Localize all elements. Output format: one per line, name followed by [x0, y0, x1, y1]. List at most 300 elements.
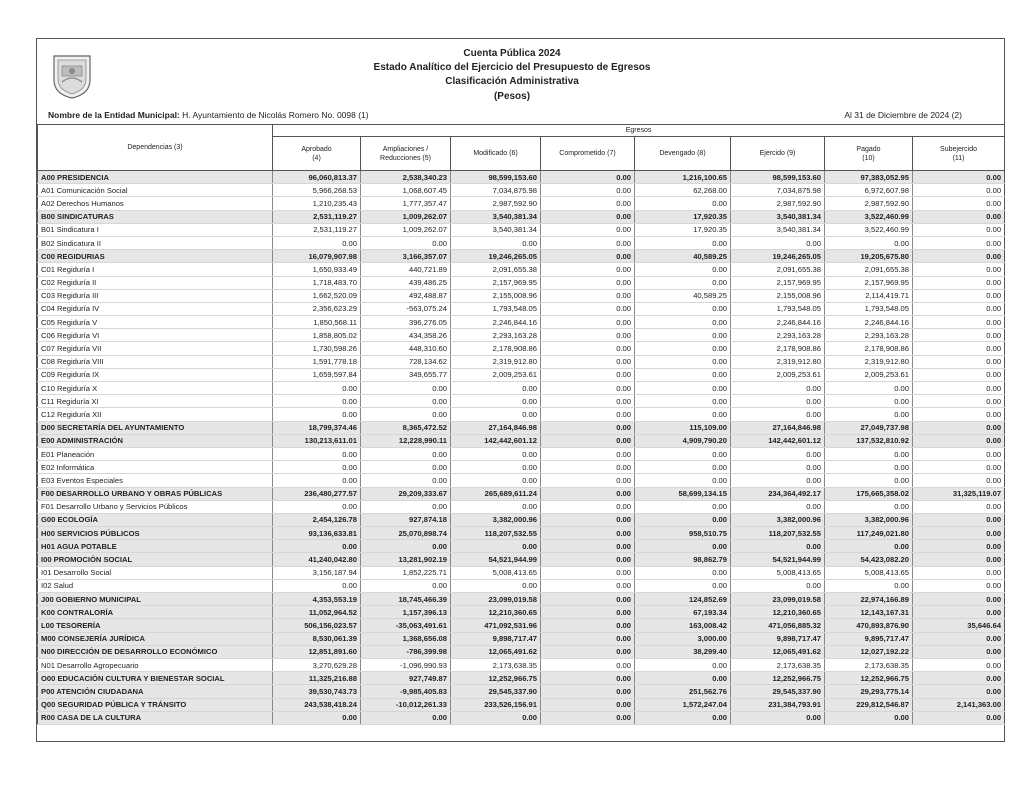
dependencia-name: C07 Regiduría VII [38, 342, 273, 355]
amount-cell: 58,699,134.15 [635, 487, 731, 500]
amount-cell: 0.00 [731, 382, 825, 395]
amount-cell: 23,099,019.58 [451, 593, 541, 606]
amount-cell: 0.00 [361, 711, 451, 724]
amount-cell: 1,009,262.07 [361, 210, 451, 223]
amount-cell: 0.00 [913, 579, 1005, 592]
report-title: Cuenta Pública 2024 [463, 48, 561, 59]
dependencia-name: E01 Planeación [38, 447, 273, 460]
amount-cell: 0.00 [913, 236, 1005, 249]
amount-cell: 0.00 [451, 382, 541, 395]
amount-cell: 0.00 [361, 579, 451, 592]
amount-cell: 27,049,737.98 [825, 421, 913, 434]
table-row [38, 382, 1005, 395]
amount-cell: 0.00 [913, 513, 1005, 526]
dependencia-name: E00 ADMINISTRACIÓN [38, 434, 273, 447]
column-header-sub: (11) [952, 154, 965, 162]
group-header-egresos: Egresos [273, 125, 1005, 137]
column-header [913, 137, 1005, 171]
amount-cell: 1,572,247.04 [635, 698, 731, 711]
amount-cell: 2,356,623.29 [273, 302, 361, 315]
amount-cell: 17,920.35 [635, 223, 731, 236]
amount-cell: 1,858,805.02 [273, 329, 361, 342]
amount-cell: 0.00 [635, 540, 731, 553]
dependencia-name: L00 TESORERÍA [38, 619, 273, 632]
amount-cell: 1,210,235.43 [273, 197, 361, 210]
amount-cell: 0.00 [825, 474, 913, 487]
column-header [825, 137, 913, 171]
amount-cell: 0.00 [635, 658, 731, 671]
dependencia-name: C04 Regiduría IV [38, 302, 273, 315]
report-subtitle: Estado Analítico del Ejercicio del Presupuesto de Egresos [373, 62, 651, 73]
amount-cell: 492,488.87 [361, 289, 451, 302]
amount-cell: 54,423,082.20 [825, 553, 913, 566]
dependencia-name: C11 Regiduría XI [38, 395, 273, 408]
table-row [38, 593, 1005, 606]
dependencia-name: A00 PRESIDENCIA [38, 171, 273, 184]
amount-cell: 130,213,611.01 [273, 434, 361, 447]
table-row [38, 566, 1005, 579]
amount-cell: 2,155,008.96 [451, 289, 541, 302]
amount-cell: 434,358.26 [361, 329, 451, 342]
amount-cell: 0.00 [635, 672, 731, 685]
table-row [38, 342, 1005, 355]
amount-cell: 0.00 [541, 368, 635, 381]
amount-cell: -35,063,491.61 [361, 619, 451, 632]
amount-cell: 0.00 [635, 197, 731, 210]
dependencia-name: N01 Desarrollo Agropecuario [38, 658, 273, 671]
amount-cell: 1,793,548.05 [731, 302, 825, 315]
table-row [38, 355, 1005, 368]
amount-cell: 2,173,638.35 [825, 658, 913, 671]
dependencia-name: J00 GOBIERNO MUNICIPAL [38, 593, 273, 606]
dependencia-name: F01 Desarrollo Urbano y Servicios Públicos [38, 500, 273, 513]
amount-cell: 2,293,163.28 [825, 329, 913, 342]
amount-cell: 0.00 [273, 408, 361, 421]
amount-cell: 3,540,381.34 [731, 210, 825, 223]
amount-cell: 0.00 [361, 382, 451, 395]
amount-cell: 0.00 [913, 645, 1005, 658]
amount-cell: 0.00 [913, 210, 1005, 223]
amount-cell: 0.00 [541, 276, 635, 289]
amount-cell: 0.00 [731, 236, 825, 249]
dependencia-name: Q00 SEGURIDAD PÚBLICA Y TRÁNSITO [38, 698, 273, 711]
amount-cell: 0.00 [913, 342, 1005, 355]
amount-cell: 251,562.76 [635, 685, 731, 698]
amount-cell: 0.00 [913, 632, 1005, 645]
amount-cell: 0.00 [541, 711, 635, 724]
amount-cell: 0.00 [913, 566, 1005, 579]
amount-cell: 1,368,656.08 [361, 632, 451, 645]
amount-cell: 124,852.69 [635, 593, 731, 606]
column-header-label: Aprobado [301, 145, 332, 153]
amount-cell: 0.00 [635, 474, 731, 487]
amount-cell: 0.00 [913, 408, 1005, 421]
amount-cell: 97,383,052.95 [825, 171, 913, 184]
column-header [451, 137, 541, 171]
entity-label: Nombre de la Entidad Municipal: [48, 110, 180, 120]
table-row [38, 316, 1005, 329]
amount-cell: 12,252,966.75 [451, 672, 541, 685]
amount-cell: 506,156,023.57 [273, 619, 361, 632]
amount-cell: 12,228,990.11 [361, 434, 451, 447]
amount-cell: 3,270,629.28 [273, 658, 361, 671]
amount-cell: 0.00 [635, 461, 731, 474]
amount-cell: 3,540,381.34 [451, 210, 541, 223]
amount-cell: 0.00 [541, 527, 635, 540]
entity-name: H. Ayuntamiento de Nicolás Romero No. 0098 (1) [182, 110, 369, 120]
amount-cell: 2,246,844.16 [825, 316, 913, 329]
amount-cell: 0.00 [541, 236, 635, 249]
amount-cell: 0.00 [541, 302, 635, 315]
amount-cell: 1,662,520.09 [273, 289, 361, 302]
amount-cell: 0.00 [541, 408, 635, 421]
amount-cell: 40,589.25 [635, 250, 731, 263]
dependencia-name: K00 CONTRALORÍA [38, 606, 273, 619]
amount-cell: 0.00 [541, 500, 635, 513]
amount-cell: 54,521,944.99 [731, 553, 825, 566]
amount-cell: 12,851,891.60 [273, 645, 361, 658]
amount-cell: 115,109.00 [635, 421, 731, 434]
table-row [38, 263, 1005, 276]
dependencia-name: R00 CASA DE LA CULTURA [38, 711, 273, 724]
amount-cell: 0.00 [635, 579, 731, 592]
amount-cell: 27,164,846.98 [451, 421, 541, 434]
amount-cell: 2,987,592.90 [451, 197, 541, 210]
amount-cell: 1,850,568.11 [273, 316, 361, 329]
amount-cell: 142,442,601.12 [451, 434, 541, 447]
dependencia-name: C06 Regiduría VI [38, 329, 273, 342]
amount-cell: 0.00 [451, 447, 541, 460]
amount-cell: 0.00 [451, 579, 541, 592]
amount-cell: 0.00 [635, 447, 731, 460]
amount-cell: 2,157,969.95 [825, 276, 913, 289]
amount-cell: 2,155,008.96 [731, 289, 825, 302]
amount-cell: 0.00 [913, 553, 1005, 566]
amount-cell: 0.00 [913, 672, 1005, 685]
amount-cell: 0.00 [451, 540, 541, 553]
table-row [38, 171, 1005, 184]
amount-cell: 0.00 [825, 711, 913, 724]
amount-cell: 0.00 [361, 408, 451, 421]
amount-cell: 12,210,360.65 [451, 606, 541, 619]
amount-cell: 0.00 [541, 474, 635, 487]
amount-cell: 2,091,655.38 [825, 263, 913, 276]
amount-cell: 0.00 [361, 236, 451, 249]
amount-cell: 93,136,633.81 [273, 527, 361, 540]
dependencia-name: C00 REGIDURIAS [38, 250, 273, 263]
amount-cell: -10,012,261.33 [361, 698, 451, 711]
amount-cell: 0.00 [273, 500, 361, 513]
dependencia-name: B02 Sindicatura II [38, 236, 273, 249]
amount-cell: 1,777,357.47 [361, 197, 451, 210]
amount-cell: 440,721.89 [361, 263, 451, 276]
table-row [38, 276, 1005, 289]
amount-cell: 54,521,944.99 [451, 553, 541, 566]
amount-cell: 29,545,337.90 [451, 685, 541, 698]
table-row [38, 197, 1005, 210]
amount-cell: 0.00 [731, 540, 825, 553]
amount-cell: 234,364,492.17 [731, 487, 825, 500]
amount-cell: 0.00 [635, 316, 731, 329]
amount-cell: 3,382,000.96 [825, 513, 913, 526]
amount-cell: 6,972,607.98 [825, 184, 913, 197]
amount-cell: 2,454,126.78 [273, 513, 361, 526]
amount-cell: 0.00 [541, 316, 635, 329]
amount-cell: 17,920.35 [635, 210, 731, 223]
amount-cell: 23,099,019.58 [731, 593, 825, 606]
amount-cell: 0.00 [913, 355, 1005, 368]
amount-cell: 67,193.34 [635, 606, 731, 619]
amount-cell: 0.00 [541, 289, 635, 302]
amount-cell: 9,898,717.47 [731, 632, 825, 645]
amount-cell: 2,319,912.80 [731, 355, 825, 368]
amount-cell: 2,178,908.86 [825, 342, 913, 355]
amount-cell: 0.00 [635, 355, 731, 368]
amount-cell: 0.00 [541, 619, 635, 632]
amount-cell: 0.00 [451, 474, 541, 487]
table-row [38, 434, 1005, 447]
amount-cell: 163,008.42 [635, 619, 731, 632]
amount-cell: 2,987,592.90 [731, 197, 825, 210]
amount-cell: 118,207,532.55 [451, 527, 541, 540]
amount-cell: 0.00 [635, 566, 731, 579]
dependencia-name: A02 Derechos Humanos [38, 197, 273, 210]
amount-cell: 0.00 [273, 711, 361, 724]
amount-cell: 41,240,042.80 [273, 553, 361, 566]
dependencia-name: M00 CONSEJERÍA JURÍDICA [38, 632, 273, 645]
amount-cell: 0.00 [913, 447, 1005, 460]
amount-cell: 0.00 [913, 171, 1005, 184]
amount-cell: 8,530,061.39 [273, 632, 361, 645]
amount-cell: 2,009,253.61 [731, 368, 825, 381]
amount-cell: 3,382,000.96 [731, 513, 825, 526]
table-row [38, 658, 1005, 671]
amount-cell: 958,510.75 [635, 527, 731, 540]
amount-cell: 0.00 [541, 447, 635, 460]
amount-cell: 9,898,717.47 [451, 632, 541, 645]
amount-cell: 12,252,966.75 [731, 672, 825, 685]
amount-cell: 175,665,358.02 [825, 487, 913, 500]
table-row [38, 698, 1005, 711]
amount-cell: 12,027,192.22 [825, 645, 913, 658]
amount-cell: 0.00 [913, 276, 1005, 289]
amount-cell: 0.00 [913, 197, 1005, 210]
table-row [38, 632, 1005, 645]
entity-line [48, 110, 369, 120]
amount-cell: 0.00 [451, 461, 541, 474]
amount-cell: 7,034,875.98 [731, 184, 825, 197]
amount-cell: 0.00 [635, 302, 731, 315]
amount-cell: 39,530,743.73 [273, 685, 361, 698]
amount-cell: 2,141,363.00 [913, 698, 1005, 711]
amount-cell: 25,070,898.74 [361, 527, 451, 540]
dependencia-name: A01 Comunicación Social [38, 184, 273, 197]
amount-cell: 12,065,491.62 [731, 645, 825, 658]
amount-cell: 0.00 [541, 329, 635, 342]
table-row [38, 289, 1005, 302]
amount-cell: 0.00 [825, 236, 913, 249]
col-dependencias: Dependencias (3) [38, 125, 273, 171]
amount-cell: 2,173,638.35 [451, 658, 541, 671]
amount-cell: 0.00 [361, 395, 451, 408]
amount-cell: 0.00 [541, 540, 635, 553]
amount-cell: 4,353,553.19 [273, 593, 361, 606]
amount-cell: 0.00 [541, 171, 635, 184]
amount-cell: 5,008,413.65 [825, 566, 913, 579]
table-row [38, 540, 1005, 553]
amount-cell: 3,382,000.96 [451, 513, 541, 526]
amount-cell: 11,052,964.52 [273, 606, 361, 619]
amount-cell: 2,009,253.61 [825, 368, 913, 381]
amount-cell: 19,246,265.05 [451, 250, 541, 263]
column-header-label: Ampliaciones / [382, 145, 429, 153]
amount-cell: 98,599,153.60 [451, 171, 541, 184]
report-units: (Pesos) [493, 91, 531, 102]
amount-cell: 2,157,969.95 [731, 276, 825, 289]
amount-cell: 3,540,381.34 [451, 223, 541, 236]
amount-cell: 9,895,717.47 [825, 632, 913, 645]
dependencia-name: N00 DIRECCIÓN DE DESARROLLO ECONÓMICO [38, 645, 273, 658]
amount-cell: 0.00 [731, 500, 825, 513]
amount-cell: 1,068,607.45 [361, 184, 451, 197]
amount-cell: 396,276.05 [361, 316, 451, 329]
amount-cell: 0.00 [635, 276, 731, 289]
amount-cell: 0.00 [731, 408, 825, 421]
amount-cell: 0.00 [913, 395, 1005, 408]
amount-cell: 19,246,265.05 [731, 250, 825, 263]
table-row [38, 250, 1005, 263]
dependencia-name: I01 Desarrollo Social [38, 566, 273, 579]
table-row [38, 645, 1005, 658]
dependencia-name: H00 SERVICIOS PÚBLICOS [38, 527, 273, 540]
amount-cell: 1,730,598.26 [273, 342, 361, 355]
amount-cell: 0.00 [635, 368, 731, 381]
table-row [38, 408, 1005, 421]
as-of-date: Al 31 de Diciembre de 2024 (2) [844, 110, 962, 120]
amount-cell: 0.00 [825, 500, 913, 513]
amount-cell: 19,205,675.80 [825, 250, 913, 263]
amount-cell: 0.00 [541, 579, 635, 592]
amount-cell: 2,319,912.80 [825, 355, 913, 368]
amount-cell: 0.00 [731, 461, 825, 474]
amount-cell: 0.00 [541, 593, 635, 606]
column-header [635, 137, 731, 171]
amount-cell: 13,281,902.19 [361, 553, 451, 566]
amount-cell: 0.00 [913, 289, 1005, 302]
column-header [541, 137, 635, 171]
table-row [38, 513, 1005, 526]
amount-cell: 0.00 [825, 447, 913, 460]
amount-cell: 0.00 [451, 236, 541, 249]
amount-cell: 29,545,337.90 [731, 685, 825, 698]
amount-cell: 0.00 [635, 263, 731, 276]
dependencia-name: C01 Regiduría I [38, 263, 273, 276]
amount-cell: 3,540,381.34 [731, 223, 825, 236]
amount-cell: 0.00 [361, 461, 451, 474]
amount-cell: 29,209,333.67 [361, 487, 451, 500]
amount-cell: 448,310.60 [361, 342, 451, 355]
amount-cell: 0.00 [541, 355, 635, 368]
amount-cell: 2,293,163.28 [731, 329, 825, 342]
dependencia-name: P00 ATENCIÓN CIUDADANA [38, 685, 273, 698]
amount-cell: 0.00 [913, 316, 1005, 329]
amount-cell: 0.00 [825, 382, 913, 395]
amount-cell: 2,531,119.27 [273, 223, 361, 236]
amount-cell: 40,589.25 [635, 289, 731, 302]
amount-cell: 0.00 [541, 553, 635, 566]
dependencia-name: D00 SECRETARÍA DEL AYUNTAMIENTO [38, 421, 273, 434]
amount-cell: 3,522,460.99 [825, 210, 913, 223]
amount-cell: 22,974,166.89 [825, 593, 913, 606]
dependencia-name: F00 DESARROLLO URBANO Y OBRAS PÚBLICAS [38, 487, 273, 500]
amount-cell: 0.00 [635, 395, 731, 408]
amount-cell: 0.00 [913, 711, 1005, 724]
column-header-label: Comprometido (7) [559, 150, 616, 157]
amount-cell: 243,538,418.24 [273, 698, 361, 711]
amount-cell: 0.00 [541, 434, 635, 447]
amount-cell: 1,793,548.05 [451, 302, 541, 315]
amount-cell: 0.00 [635, 408, 731, 421]
amount-cell: 0.00 [361, 500, 451, 513]
amount-cell: 0.00 [731, 447, 825, 460]
dependencia-name: B01 Sindicatura I [38, 223, 273, 236]
budget-table [37, 124, 1005, 725]
column-header-label: Ejercido (9) [759, 150, 796, 157]
amount-cell: 0.00 [635, 236, 731, 249]
amount-cell: 8,365,472.52 [361, 421, 451, 434]
amount-cell: 16,079,907.98 [273, 250, 361, 263]
amount-cell: 117,249,021.80 [825, 527, 913, 540]
amount-cell: 0.00 [913, 461, 1005, 474]
table-row [38, 302, 1005, 315]
amount-cell: 2,009,253.61 [451, 368, 541, 381]
amount-cell: 0.00 [541, 395, 635, 408]
amount-cell: 3,166,357.07 [361, 250, 451, 263]
amount-cell: 0.00 [541, 685, 635, 698]
amount-cell: 1,793,548.05 [825, 302, 913, 315]
amount-cell: 0.00 [825, 540, 913, 553]
amount-cell: 0.00 [731, 395, 825, 408]
column-header [731, 137, 825, 171]
amount-cell: 96,060,813.37 [273, 171, 361, 184]
table-row [38, 606, 1005, 619]
amount-cell: 2,114,419.71 [825, 289, 913, 302]
table-row [38, 672, 1005, 685]
amount-cell: 0.00 [913, 500, 1005, 513]
amount-cell: 137,532,810.92 [825, 434, 913, 447]
amount-cell: 0.00 [913, 474, 1005, 487]
amount-cell: 4,909,790.20 [635, 434, 731, 447]
dependencia-name: C03 Regiduría III [38, 289, 273, 302]
amount-cell: 265,689,611.24 [451, 487, 541, 500]
amount-cell: 12,252,966.75 [825, 672, 913, 685]
column-header-label: Modificado (6) [473, 150, 518, 157]
amount-cell: 38,299.40 [635, 645, 731, 658]
column-header-label: Subejercido [940, 145, 978, 153]
amount-cell: 0.00 [451, 395, 541, 408]
amount-cell: 0.00 [541, 658, 635, 671]
amount-cell: 0.00 [913, 250, 1005, 263]
amount-cell: 0.00 [273, 540, 361, 553]
amount-cell: 3,156,187.94 [273, 566, 361, 579]
dependencia-name: B00 SINDICATURAS [38, 210, 273, 223]
amount-cell: 2,538,340.23 [361, 171, 451, 184]
amount-cell: -9,985,405.83 [361, 685, 451, 698]
table-row [38, 236, 1005, 249]
amount-cell: 0.00 [635, 500, 731, 513]
table-row [38, 487, 1005, 500]
amount-cell: 0.00 [541, 566, 635, 579]
